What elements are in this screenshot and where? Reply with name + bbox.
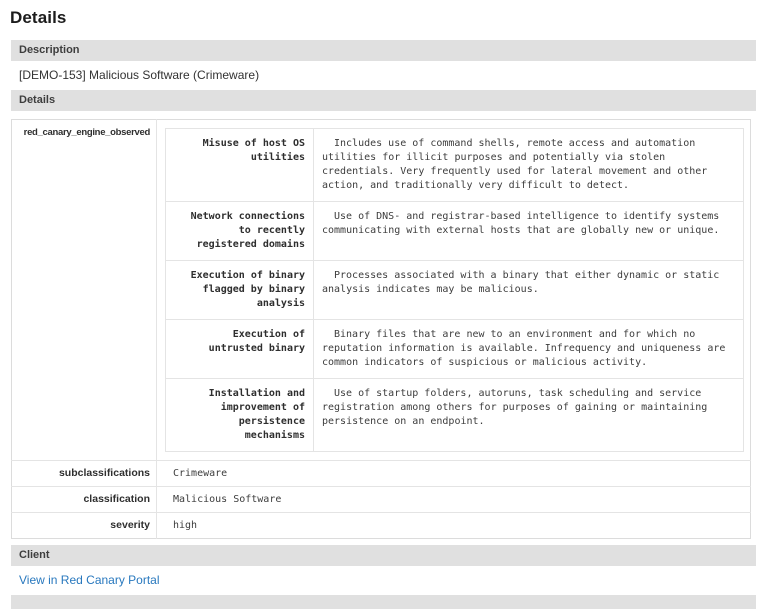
field-value: Malicious Software <box>157 487 751 513</box>
field-row-severity <box>12 513 751 539</box>
field-label: severity <box>12 513 157 539</box>
observation-text: Includes use of command shells, remote access and automation utilities for illicit purposes and potentially via stolen credentials. Very frequently used for lateral movement and other action, and traditionally very difficult to detect. <box>314 129 744 202</box>
observation-text: Use of DNS- and registrar-based intelligence to identify systems communicating with external hosts that are globally new or unique. <box>314 202 744 261</box>
observation-row <box>166 261 744 320</box>
client-link-row <box>11 566 756 595</box>
observation-label: Installation and improvement of persistence mechanisms <box>166 379 314 452</box>
field-value: Crimeware <box>157 461 751 487</box>
observation-label: Network connections to recently registered domains <box>166 202 314 261</box>
observation-label: Execution of untrusted binary <box>166 320 314 379</box>
content-area <box>11 40 756 609</box>
section-header-client: Client <box>11 545 756 566</box>
observation-label: Execution of binary flagged by binary analysis <box>166 261 314 320</box>
observation-text: Use of startup folders, autoruns, task scheduling and service registration among others for purposes of gaining or maintaining persistence on an endpoint. <box>314 379 744 452</box>
details-table-wrap <box>11 111 756 545</box>
engine-observed-value-cell <box>157 120 751 461</box>
details-table <box>11 119 751 539</box>
details-panel <box>0 8 768 587</box>
observation-row <box>166 129 744 202</box>
observation-row <box>166 379 744 452</box>
page-title: Details <box>10 8 67 27</box>
field-label: classification <box>12 487 157 513</box>
observations-table <box>165 128 744 452</box>
observation-row <box>166 320 744 379</box>
view-in-red-canary-portal-link[interactable]: View in Red Canary Portal <box>19 573 160 587</box>
engine-observed-row <box>12 120 751 461</box>
field-label: subclassifications <box>12 461 157 487</box>
field-row-classification <box>12 487 751 513</box>
observation-label: Misuse of host OS utilities <box>202 138 305 163</box>
observation-row <box>166 202 744 261</box>
field-value: high <box>157 513 751 539</box>
section-header-description: Description <box>11 40 756 61</box>
field-row-subclassifications <box>12 461 751 487</box>
observation-text: Processes associated with a binary that either dynamic or static analysis indicates may be malicious. <box>314 261 744 320</box>
truncated-section-bar <box>11 595 756 609</box>
observation-text: Binary files that are new to an environment and for which no reputation information is available. Infrequency and uniqueness are common indicators of suspicious or malicious activity. <box>314 320 744 379</box>
engine-observed-label: red_canary_engine_observed <box>23 127 150 138</box>
description-text: [DEMO-153] Malicious Software (Crimeware) <box>11 61 756 90</box>
section-header-details: Details <box>11 90 756 111</box>
